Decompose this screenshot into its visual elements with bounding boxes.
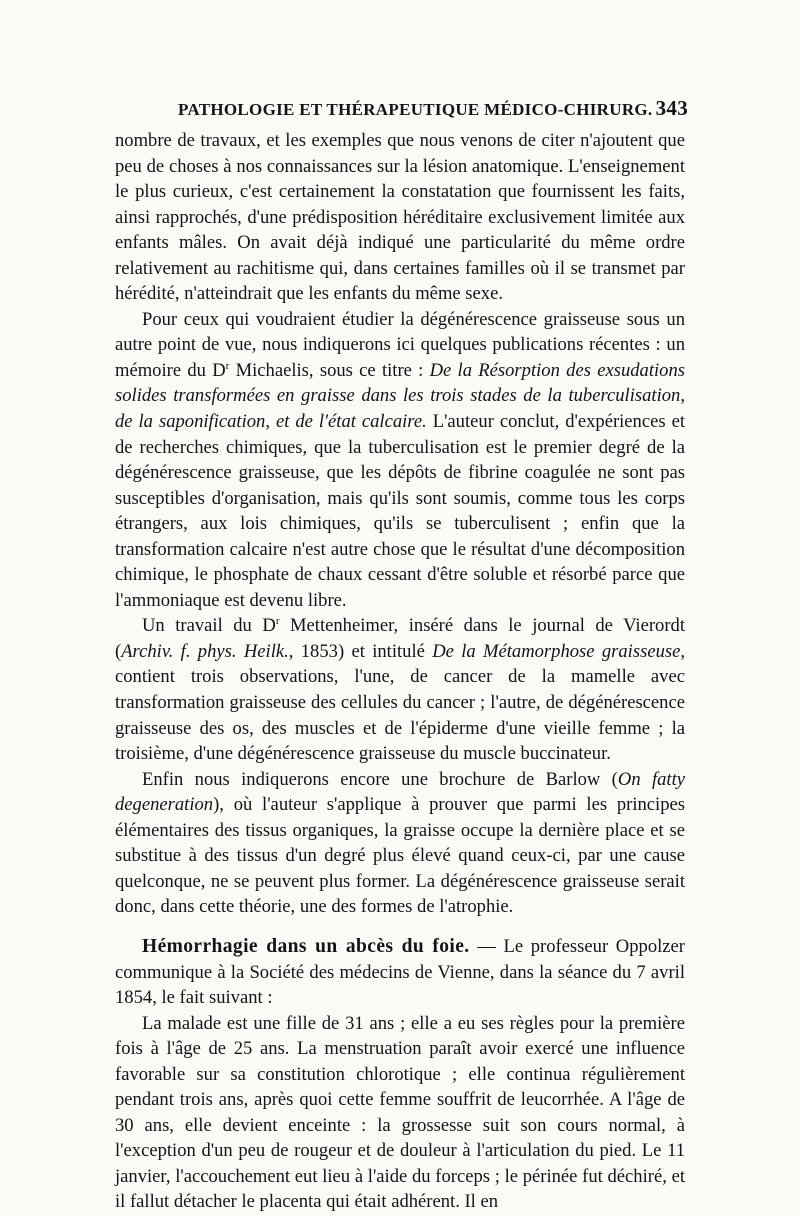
paragraph-4-text-b: ), où l'auteur s'applique à prouver que parmi les principes élémentaires des tissus organiques, la graisse occupe la dernière place et se substitue à des tissus d'un degré plus élevé quand ceux-ci, par une cause quelconque, ne se peuvent plus former. La dégénérescence graisseuse serait donc, dans cette théorie, une des formes de l'atrophie.	[115, 794, 685, 918]
section-title: Hémorrhagie dans un abcès du foie.	[142, 935, 470, 957]
section-gap	[115, 920, 685, 934]
paragraph-2-text-b: Michaelis, sous ce titre :	[229, 359, 430, 381]
doctor-abbrev-sup: r	[275, 615, 280, 628]
paragraph-2-text-c: L'auteur conclut, d'expériences et de recherches chimiques, que la tuberculisation est le premier degré de la dégénérescence graisseuse, que les dépôts de fibrine coagulée ne sont pas susceptibles d'organisation, mais qu'ils sont soumis, comme tous les corps étrangers, aux lois chimiques, qu'ils se tuberculisent ; enfin que la transformation calcaire n'est autre chose que le résultat d'une décomposition chimique, le phosphate de chaux cessant d'être soluble et résorbé parce que l'ammoniaque est devenu libre.	[115, 411, 685, 611]
cited-title-barlow: On fatty degeneration	[115, 768, 686, 816]
paragraph-6-text: La malade est une fille de 31 ans ; elle a eu ses règles pour la première fois à l'âge de 25 ans. La menstruation paraît avoir exercé une influence favorable sur sa constitution chlorotique ; elle continua régulièrement pendant trois ans, après quoi cette femme souffrit de leucorrhée. A l'âge de 30 ans, elle devient enceinte : la grossesse suit son cours normal, à l'exception d'un peu de rougeur et de douleur à l'articulation du pied. Le 11 janvier, l'accouchement eut lieu à l'aide du forceps ; le périnée fut déchiré, et il fallut détacher le placenta qui était adhérent. Il en	[115, 1012, 685, 1213]
page-number: 343	[655, 96, 688, 120]
running-header	[178, 96, 688, 121]
doctor-abbrev-sup: r	[225, 359, 230, 372]
paragraph-4	[115, 767, 685, 920]
paragraph-5	[115, 934, 685, 1011]
paragraph-4-text-a: Enfin nous indiquerons encore une brochure de Barlow (	[142, 768, 618, 790]
paragraph-3-text-d: contient trois observations, l'une, de cancer de la mamelle avec transformation graisseuse des cellules du cancer ; l'autre, de dégénérescence graisseuse des os, des muscles et de l'épiderme d'une vieille femme ; la troisième, d'une dégénérescence graisseuse du muscle buccinateur.	[115, 666, 685, 765]
paragraph-1	[115, 128, 685, 307]
paragraph-1-text: nombre de travaux, et les exemples que nous venons de citer n'ajoutent que peu de choses à nos connaissances sur la lésion anatomique. L'enseignement le plus curieux, c'est certainement la constatation que fournissent les faits, ainsi rapprochés, d'une prédisposition héréditaire exclusivement limitée aux enfants mâles. On avait déjà indiqué une particularité du même ordre relativement au rachitisme qui, dans certaines familles où il se transmet par hérédité, n'atteindrait que les enfants du même sexe.	[115, 130, 685, 305]
paragraph-3-text-a: Un travail du D	[142, 615, 276, 637]
paragraph-5-text: — Le professeur Oppolzer communique à la Société des médecins de Vienne, dans la séance du 7 avril 1854, le fait suivant :	[115, 935, 685, 1009]
cited-title-michaelis: De la Résorption des exsudations solides transformées en graisse dans les trois stades de la tuberculisation, de la saponification, et de l'état calcaire.	[115, 359, 686, 433]
paragraph-3-text-b: Mettenheimer, inséré dans le journal de Vierordt (	[115, 615, 685, 662]
body-text	[115, 128, 685, 1215]
cited-title-mettenheimer: De la Métamorphose graisseuse,	[432, 640, 686, 662]
running-title: PATHOLOGIE ET THÉRAPEUTIQUE MÉDICO-CHIRURG.	[178, 100, 653, 119]
paragraph-2-text-a: Pour ceux qui voudraient étudier la dégénérescence graisseuse sous un autre point de vue, nous indiquerons ici quelques publications récentes : un mémoire du D	[115, 308, 685, 381]
cited-journal: Archiv. f. phys. Heilk.	[121, 640, 289, 662]
paragraph-6	[115, 1011, 685, 1215]
paragraph-3-text-c: , 1853) et intitulé	[288, 640, 433, 662]
paragraph-3	[115, 613, 685, 766]
paragraph-2	[115, 307, 685, 614]
